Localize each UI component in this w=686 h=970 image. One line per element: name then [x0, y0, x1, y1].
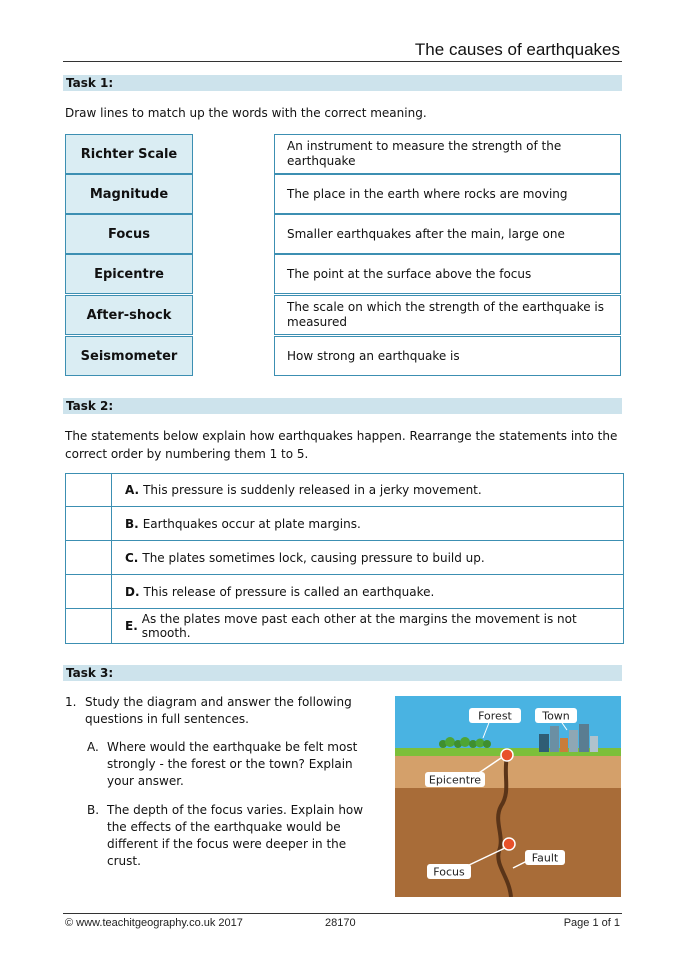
meaning-box: How strong an earthquake is	[274, 336, 621, 376]
label-forest: Forest	[478, 709, 512, 723]
label-epicentre: Epicentre	[428, 773, 482, 787]
number-entry-cell[interactable]	[66, 541, 112, 574]
task2-instruction: The statements below explain how earthquakes happen. Rearrange the statements into the correct order by numbering them 1 to 5.	[65, 429, 618, 461]
statement-row	[65, 609, 624, 644]
word-box: Epicentre	[65, 254, 193, 294]
label-fault: Fault	[531, 851, 559, 865]
word-box: Richter Scale	[65, 134, 193, 174]
meaning-box: The place in the earth where rocks are moving	[274, 174, 621, 214]
word-box: Seismometer	[65, 336, 193, 376]
meaning-box: Smaller earthquakes after the main, large one	[274, 214, 621, 254]
task2-heading: Task 2:	[63, 398, 622, 414]
statement-text: B. Earthquakes occur at plate margins.	[125, 516, 361, 531]
statement-row	[65, 473, 624, 507]
task1-instruction: Draw lines to match up the words with the correct meaning.	[65, 106, 427, 120]
statement-text: E. As the plates move past each other at the margins the movement is not smooth.	[125, 612, 577, 640]
number-entry-cell[interactable]	[66, 609, 112, 643]
word-box: After-shock	[65, 295, 193, 335]
sub-question-text: Where would the earthquake be felt most strongly - the forest or the town? Explain your answer.	[107, 740, 358, 788]
footer-code: 28170	[325, 917, 356, 929]
earthquake-diagram	[395, 696, 621, 897]
label-town: Town	[542, 709, 570, 723]
meaning-box: The scale on which the strength of the earthquake is measured	[274, 295, 621, 335]
number-entry-cell[interactable]	[66, 575, 112, 608]
epicentre-marker	[501, 749, 513, 761]
statement-row	[65, 507, 624, 541]
footer-divider	[63, 913, 622, 914]
statement-row	[65, 575, 624, 609]
statement-row	[65, 541, 624, 575]
meaning-box: The point at the surface above the focus	[274, 254, 621, 294]
question-text: Study the diagram and answer the following questions in full sentences.	[85, 695, 352, 726]
header-divider	[63, 61, 622, 62]
page-title: The causes of earthquakes	[414, 40, 620, 59]
label-focus: Focus	[433, 865, 465, 879]
sub-question-text: The depth of the focus varies. Explain how the effects of the earthquake would be different if the focus were deeper in the crust.	[107, 803, 364, 868]
footer-copyright: © www.teachitgeography.co.uk 2017	[65, 917, 243, 929]
sub-question-letter: B.	[87, 803, 100, 817]
statement-text: A. This pressure is suddenly released in a jerky movement.	[125, 483, 482, 497]
word-box: Magnitude	[65, 174, 193, 214]
number-entry-cell[interactable]	[66, 507, 112, 540]
question-number: 1.	[65, 695, 77, 709]
sub-question-letter: A.	[87, 740, 99, 754]
footer-page: Page 1 of 1	[563, 917, 620, 929]
task1-heading: Task 1:	[63, 75, 622, 91]
meaning-box: An instrument to measure the strength of the earthquake	[274, 134, 621, 174]
number-entry-cell[interactable]	[66, 474, 112, 506]
statement-text: D. This release of pressure is called an earthquake.	[125, 584, 435, 599]
task3-heading: Task 3:	[63, 665, 622, 681]
word-box: Focus	[65, 214, 193, 254]
statement-text: C. The plates sometimes lock, causing pressure to build up.	[125, 550, 485, 565]
question-1	[65, 694, 375, 728]
